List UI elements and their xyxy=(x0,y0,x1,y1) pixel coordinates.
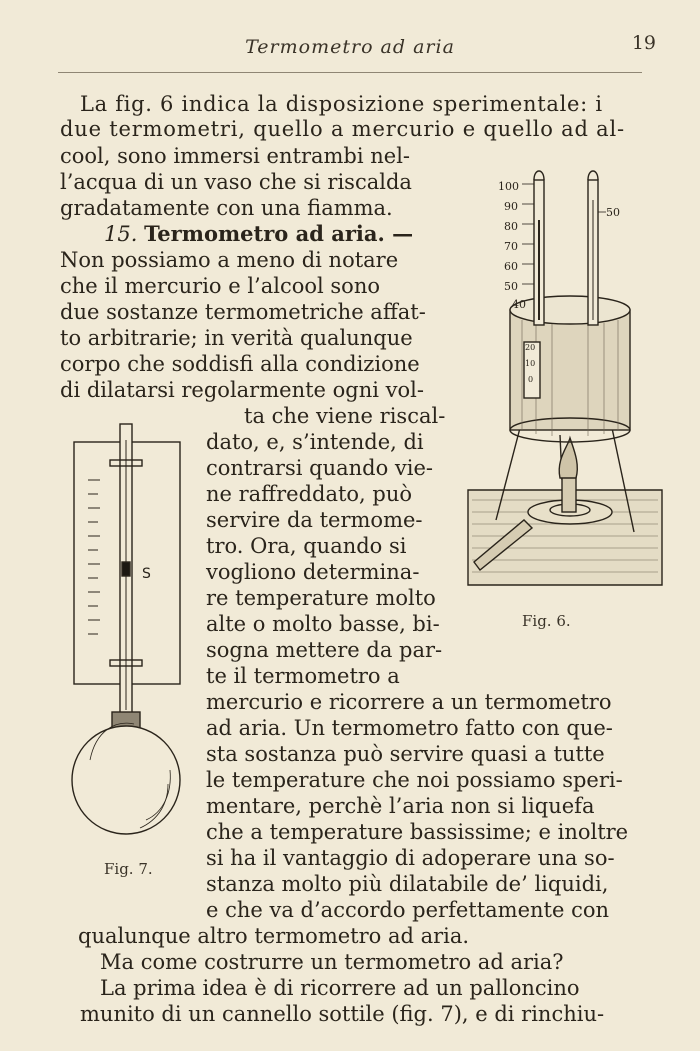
fig6-scale-label: 100 xyxy=(498,180,519,193)
text-line: dato, e, s’intende, di xyxy=(206,430,424,454)
text-line: servire da termome- xyxy=(206,508,423,532)
fig6-inner-scale-label: 0 xyxy=(528,375,534,384)
header-rule xyxy=(58,72,642,73)
text-line: sogna mettere da par- xyxy=(206,638,443,662)
fig6-scale-label: 50 xyxy=(606,206,620,219)
text-line: ta che viene riscal- xyxy=(244,404,446,428)
text-line: mercurio e ricorrere a un termometro xyxy=(206,690,612,714)
text-line: mentare, perchè l’aria non si liquefa xyxy=(206,794,595,818)
text-line: to arbitrarie; in verità qualunque xyxy=(60,326,413,350)
figure-6-caption: Fig. 6. xyxy=(522,612,571,630)
text-line: ad aria. Un termometro fatto con que- xyxy=(206,716,613,740)
fig6-scale-label: 90 xyxy=(504,200,518,213)
section-heading-line xyxy=(104,222,413,246)
fig6-scale-label: 40 xyxy=(512,298,526,311)
text-line: le temperature che noi possiamo speri- xyxy=(206,768,623,792)
text-line: Ma come costrurre un termometro ad aria? xyxy=(100,950,564,974)
section-title: Termometro ad aria. — xyxy=(144,221,414,246)
figure-7-caption: Fig. 7. xyxy=(104,860,153,878)
fig6-scale-label: 50 xyxy=(504,280,518,293)
text-line: munito di un cannello sottile (fig. 7), e di rinchiu- xyxy=(80,1002,605,1026)
text-line: due termometri, quello a mercurio e quello ad al- xyxy=(60,117,625,141)
text-line: che il mercurio e l’alcool sono xyxy=(60,274,380,298)
fig6-scale-label: 60 xyxy=(504,260,518,273)
text-line: vogliono determina- xyxy=(206,560,420,584)
fig7-index-label: S xyxy=(142,566,151,582)
text-line: e che va d’accordo perfettamente con xyxy=(206,898,609,922)
text-line: due sostanze termometriche affat- xyxy=(60,300,426,324)
text-line: sta sostanza può servire quasi a tutte xyxy=(206,742,605,766)
text-line: La prima idea è di ricorrere ad un palloncino xyxy=(100,976,580,1000)
running-header: Termometro ad aria xyxy=(245,36,455,58)
text-line: tro. Ora, quando si xyxy=(206,534,407,558)
text-line: ne raffreddato, può xyxy=(206,482,413,506)
fig6-inner-scale-label: 10 xyxy=(525,359,536,368)
text-line: stanza molto più dilatabile de’ liquidi, xyxy=(206,872,609,896)
fig6-inner-scale-label: 20 xyxy=(525,343,536,352)
text-line: Non possiamo a meno di notare xyxy=(60,248,399,272)
text-line: si ha il vantaggio di adoperare una so- xyxy=(206,846,615,870)
text-line: corpo che soddisfi alla condizione xyxy=(60,352,420,376)
text-line: l’acqua di un vaso che si riscalda xyxy=(60,170,412,194)
text-line: cool, sono immersi entrambi nel- xyxy=(60,144,411,168)
text-line: alte o molto basse, bi- xyxy=(206,612,440,636)
text-line: contrarsi quando vie- xyxy=(206,456,434,480)
section-number: 15. xyxy=(104,222,138,246)
text-line: di dilatarsi regolarmente ogni vol- xyxy=(60,378,424,402)
text-line: te il termometro a xyxy=(206,664,400,688)
figure-7-illustration xyxy=(60,420,205,860)
text-line: gradatamente con una fiamma. xyxy=(60,196,393,220)
text-line: La fig. 6 indica la disposizione sperimentale: i xyxy=(80,92,603,116)
fig6-scale-label: 70 xyxy=(504,240,518,253)
figure-6-illustration xyxy=(462,160,672,595)
text-line: re temperature molto xyxy=(206,586,436,610)
text-line: che a temperature bassissime; e inoltre xyxy=(206,820,629,844)
fig6-scale-label: 80 xyxy=(504,220,518,233)
text-line: qualunque altro termometro ad aria. xyxy=(78,924,470,948)
page-number: 19 xyxy=(631,32,656,54)
